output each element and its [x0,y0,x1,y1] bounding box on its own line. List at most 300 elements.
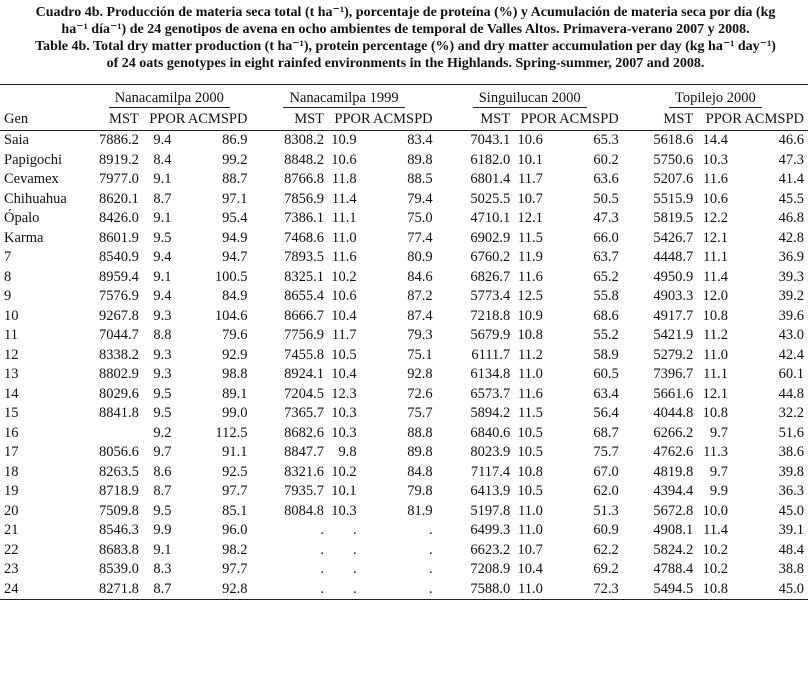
value-cell: 7468.6 [284,229,325,246]
value-cell: 8271.8 [87,580,139,600]
genotype-cell: 7 [4,249,12,265]
column-header: MST [251,109,324,131]
table-row [0,560,808,580]
value-cell: 10.3 [331,405,357,421]
value-cell: 46.8 [778,210,804,226]
value-cell: 8546.3 [99,522,139,538]
value-cell: 9.5 [153,502,172,519]
value-cell: 8.7 [139,580,186,600]
value-cell: 5819.5 [653,210,694,226]
value-cell: 8321.6 [284,463,325,480]
value-cell: 8084.8 [284,502,325,519]
column-header: ACMSPD [371,109,437,131]
value-cell: 56.4 [593,405,619,421]
value-cell: . [428,561,433,577]
value-cell: 12.0 [702,288,728,304]
value-cell: 8841.8 [99,405,139,421]
value-cell: 4819.8 [653,463,694,480]
value-cell: 97.1 [222,190,248,207]
genotype-cell: 19 [4,483,19,499]
genotype-cell: 16 [4,424,19,441]
value-cell: 9.1 [153,171,172,187]
value-cell: 43.0 [778,327,804,343]
value-cell: 8924.1 [284,366,325,382]
value-cell: 68.6 [593,307,619,324]
column-header: ACMSPD [557,109,623,131]
column-header: ACMSPD [742,109,808,131]
value-cell: 10.1 [331,483,357,499]
value-cell: 38.8 [778,561,804,577]
value-cell: 58.9 [593,346,619,363]
value-cell: 7935.7 [284,483,325,499]
value-cell: 42.4 [778,346,804,363]
value-cell: 11.5 [517,405,543,421]
value-cell: 84.6 [407,268,433,285]
value-cell: 47.3 [593,210,619,226]
value-cell: 8029.6 [99,385,139,402]
value-cell: 92.9 [222,346,248,363]
value-cell: 7044.7 [99,327,139,343]
value-cell: 9.2 [153,424,172,441]
value-cell: 9267.8 [99,307,139,324]
value-cell: 10.3 [702,151,728,168]
value-cell: 99.2 [222,151,248,168]
value-cell: 60.2 [593,151,619,168]
value-cell: 9.7 [153,444,172,460]
value-cell: 50.5 [593,190,619,207]
value-cell: 11.1 [703,249,728,265]
genotype-cell: Saia [4,132,29,148]
value-cell: 10.8 [702,405,728,421]
value-cell: 62.2 [593,541,619,558]
value-cell: 8718.9 [99,483,139,499]
value-cell: 4710.1 [470,210,511,226]
table-row [0,131,808,151]
table-row [0,248,808,268]
value-cell: 8.7 [153,190,172,207]
table-row [0,326,808,346]
value-cell: 11.7 [331,327,357,343]
value-cell: 10.2 [702,541,728,558]
value-cell: 11.8 [331,171,357,187]
value-cell: 6826.7 [470,268,511,285]
environment-header: Topilejo 2000 [623,87,808,109]
table-row [0,307,808,327]
value-cell: 6266.2 [653,424,694,441]
value-cell: 84.9 [222,288,248,304]
value-cell: 86.9 [222,132,248,148]
value-cell: 10.2 [331,463,357,480]
value-cell: 4908.1 [653,522,694,538]
value-cell: 6760.2 [470,249,511,265]
value-cell: 8683.8 [99,541,139,558]
value-cell: . [371,580,437,600]
value-cell: 46.6 [778,132,804,148]
value-cell: 45.0 [778,502,804,519]
value-cell: 95.4 [222,210,248,226]
table-row [0,541,808,561]
value-cell: 87.4 [407,307,433,324]
value-cell: 7893.5 [284,249,325,265]
value-cell: 11.7 [517,171,543,187]
value-cell: 8.4 [153,151,172,168]
value-cell: 11.0 [331,229,357,246]
value-cell: 8682.6 [284,424,325,441]
column-header: ACMSPD [186,109,252,131]
value-cell: 51.3 [593,502,619,519]
value-cell: 9.3 [153,346,172,363]
value-cell: 97.7 [222,483,248,499]
value-cell: 9.9 [153,522,172,538]
table-row [0,346,808,366]
column-header: MST [623,109,693,131]
value-cell: 36.3 [778,483,804,499]
genotype-cell: 13 [4,366,19,382]
value-cell: 10.5 [517,444,543,460]
value-cell: 11.4 [703,522,728,538]
caption-es-line-1: Cuadro 4b. Producción de materia seca total (t ha⁻¹), porcentaje de proteína (%) y Acumulación de materia seca por día (kg [35,5,776,20]
value-cell: 11.5 [517,229,543,246]
value-cell: 8802.9 [99,366,139,382]
value-cell: 6182.0 [470,151,511,168]
value-cell: 11.0 [510,580,557,600]
caption-en-line-2: of 24 oats genotypes in eight rainfed environments in the Highlands. Spring-summer, 2007 and 2008. [106,56,705,71]
value-cell: 79.3 [407,327,433,343]
value-cell: 83.4 [407,132,433,148]
value-cell: 66.0 [593,229,619,246]
value-cell: 45.5 [778,190,804,207]
value-cell: 11.2 [703,327,728,343]
value-cell: 8426.0 [99,210,139,226]
column-header: Gen [0,109,87,131]
genotype-cell: 14 [4,385,19,402]
value-cell: 60.9 [593,522,619,538]
value-cell: 94.9 [222,229,248,246]
table-row [0,521,808,541]
genotype-cell: 22 [4,541,19,558]
value-cell: 10.0 [702,502,728,519]
table-row [0,287,808,307]
value-cell: 84.8 [407,463,433,480]
value-cell: 8263.5 [99,463,139,480]
value-cell: 10.9 [517,307,543,324]
value-cell: 8919.2 [99,151,139,168]
value-cell: 9.4 [153,288,172,304]
genotype-cell: 12 [4,346,19,363]
column-header: MST [87,109,139,131]
value-cell: 7886.2 [99,132,139,148]
genotype-cell: 24 [0,580,87,600]
value-cell: 12.5 [517,288,543,304]
value-cell: 60.5 [593,366,619,382]
value-cell: . [353,561,357,577]
value-cell [87,424,139,444]
value-cell: 7756.9 [284,327,325,343]
value-cell: 45.0 [742,580,808,600]
table-row [0,463,808,483]
value-cell: 10.6 [331,288,357,304]
table-row [0,209,808,229]
value-cell: 8.7 [153,483,172,499]
value-cell: 10.8 [517,463,543,480]
value-cell: 80.9 [407,249,433,265]
value-cell: 11.0 [517,366,543,382]
value-cell: 4448.7 [653,249,694,265]
value-cell: . [324,580,371,600]
value-cell: 10.4 [331,366,357,382]
value-cell: 14.4 [702,132,728,148]
value-cell: 75.7 [593,444,619,460]
table-row [0,424,808,444]
value-cell: 7455.8 [284,346,325,363]
value-cell: 89.1 [222,385,248,402]
value-cell: 9.7 [709,424,728,441]
value-cell: . [428,541,433,558]
value-cell: 8766.8 [284,171,325,187]
value-cell: 98.2 [222,541,248,558]
value-cell: 7204.5 [284,385,325,402]
value-cell: 7043.1 [470,132,511,148]
value-cell: 11.9 [517,249,543,265]
value-cell: 5426.7 [653,229,694,246]
value-cell: 12.1 [702,229,728,246]
value-cell: 9.7 [709,463,728,480]
table-row [0,151,808,171]
genotype-cell: Chihuahua [4,190,67,207]
value-cell: 81.9 [407,502,433,519]
value-cell: 39.2 [778,288,804,304]
value-cell: 12.3 [331,385,357,402]
value-cell: 69.2 [593,561,619,577]
value-cell: 87.2 [407,288,433,304]
table-row [0,443,808,463]
table-row [0,580,808,600]
value-cell: 4917.7 [653,307,694,324]
value-cell: 6413.9 [470,483,511,499]
value-cell: 9.3 [153,366,172,382]
value-cell: 11.4 [703,268,728,285]
value-cell: 92.8 [407,366,433,382]
value-cell: 79.8 [407,483,433,499]
value-cell: 10.3 [331,502,357,519]
genotype-cell: 18 [4,463,19,480]
value-cell: 8655.4 [284,288,325,304]
value-cell: 9.5 [153,405,172,421]
value-cell: 8.8 [153,327,172,343]
value-cell: 8338.2 [99,346,139,363]
value-cell: 68.7 [593,424,619,441]
value-cell: 55.2 [593,327,619,343]
value-cell: 8666.7 [284,307,325,324]
value-cell: 9.1 [153,268,172,285]
value-cell: . [320,522,325,538]
table-row [0,502,808,522]
table-caption [0,4,811,72]
value-cell: 7208.9 [470,561,511,577]
value-cell: 10.9 [331,132,357,148]
value-cell: 6111.7 [471,346,511,363]
genotype-cell: 21 [4,522,19,538]
value-cell: 72.3 [557,580,623,600]
value-cell: 6902.9 [470,229,511,246]
value-cell: 104.6 [214,307,248,324]
value-cell: 12.1 [517,210,543,226]
value-cell: 38.6 [778,444,804,460]
value-cell: 48.4 [778,541,804,558]
value-cell: 32.2 [778,405,804,421]
value-cell: 6134.8 [470,366,511,382]
value-cell: 10.4 [517,561,543,577]
value-cell: 98.8 [222,366,248,382]
value-cell: 36.9 [778,249,804,265]
value-cell: 11.1 [331,210,357,226]
value-cell: 11.0 [517,502,543,519]
value-cell: 10.6 [702,190,728,207]
value-cell: 97.7 [222,561,248,577]
value-cell: 4950.9 [653,268,694,285]
value-cell: 5672.8 [653,502,694,519]
value-cell: 99.0 [222,405,248,421]
value-cell: 10.2 [702,561,728,577]
value-cell: 5679.9 [470,327,511,343]
genotype-cell: Papigochi [4,151,62,168]
value-cell: 112.5 [215,424,248,441]
genotype-cell: 20 [4,502,19,519]
value-cell: 10.6 [331,151,357,168]
table-row [0,170,808,190]
value-cell: 11.0 [517,522,543,538]
value-cell: 67.0 [593,463,619,480]
value-cell: 11.4 [331,190,357,207]
table-row [0,190,808,210]
value-cell: 9.4 [153,132,172,148]
value-cell: 4044.8 [653,405,694,421]
value-cell: 39.6 [778,307,804,324]
value-cell: 5025.5 [470,190,511,207]
value-cell: 5618.6 [653,132,694,148]
genotype-cell: 11 [4,327,18,343]
genotype-cell: Ópalo [4,210,40,226]
table-row [0,482,808,502]
value-cell: 7386.1 [284,210,325,226]
value-cell: 79.6 [222,327,248,343]
value-cell: 6499.3 [470,522,511,538]
value-cell: 9.4 [153,249,172,265]
value-cell: 11.6 [331,249,357,265]
value-cell: 11.1 [703,366,728,382]
value-cell: 11.6 [517,385,543,402]
value-cell: 8325.1 [284,268,325,285]
value-cell: 75.1 [407,346,433,363]
value-cell: . [251,580,324,600]
value-cell: 9.5 [153,229,172,246]
value-cell: 51.6 [778,424,804,441]
value-cell: 39.3 [778,268,804,285]
value-cell: 12.2 [702,210,728,226]
value-cell: 55.8 [593,288,619,304]
table-row [0,385,808,405]
value-cell: 42.8 [778,229,804,246]
value-cell: 72.6 [407,385,433,402]
value-cell: 39.1 [778,522,804,538]
value-cell: 8540.9 [99,249,139,265]
value-cell: 88.7 [222,171,248,187]
column-header: PPOR [139,109,186,131]
data-table [0,87,808,600]
value-cell: 85.1 [222,502,248,519]
value-cell: 10.5 [517,483,543,499]
column-header: MST [437,109,511,131]
table-row [0,268,808,288]
genotype-cell: 8 [4,268,12,285]
value-cell: 5750.6 [653,151,694,168]
value-cell: 9.1 [153,210,172,226]
value-cell: 10.4 [331,307,357,324]
value-cell: 8.3 [153,561,172,577]
value-cell: 8308.2 [284,132,325,148]
value-cell: 39.8 [778,463,804,480]
value-cell: 10.8 [517,327,543,343]
value-cell: 8023.9 [470,444,511,460]
value-cell: 88.5 [407,171,433,187]
value-cell: 62.0 [593,483,619,499]
value-cell: 8539.0 [99,561,139,577]
value-cell: 63.4 [593,385,619,402]
value-cell: 5494.5 [623,580,693,600]
value-cell: 77.4 [407,229,433,246]
value-cell: 94.7 [222,249,248,265]
value-cell: 6623.2 [470,541,511,558]
table-row [0,365,808,385]
value-cell: 6801.4 [470,171,511,187]
value-cell: 65.3 [593,132,619,148]
value-cell: 9.8 [338,444,357,460]
value-cell: 4903.3 [653,288,694,304]
value-cell: 63.7 [593,249,619,265]
value-cell: 11.6 [703,171,728,187]
value-cell: 9.3 [153,307,172,324]
value-cell: . [428,522,433,538]
value-cell: 92.8 [186,580,252,600]
value-cell: 4788.4 [653,561,694,577]
value-cell: 5773.4 [470,288,511,304]
genotype-cell: 9 [4,288,12,304]
column-header: PPOR [324,109,371,131]
value-cell: 96.0 [222,522,248,538]
value-cell: 10.8 [702,307,728,324]
value-cell: 10.5 [517,424,543,441]
table-row [0,229,808,249]
value-cell: 44.8 [778,385,804,402]
value-cell: 5824.2 [653,541,694,558]
column-header: PPOR [510,109,557,131]
value-cell: 7365.7 [284,405,325,421]
value-cell: 4762.6 [653,444,694,460]
value-cell: 8847.7 [284,444,325,460]
table-top-rule [0,84,808,85]
value-cell: 5894.2 [470,405,511,421]
table-row [0,404,808,424]
value-cell: 9.9 [709,483,728,499]
genotype-cell: 15 [4,405,19,421]
value-cell: 10.7 [517,541,543,558]
value-cell: 11.6 [517,268,543,285]
value-cell: . [320,561,325,577]
value-cell: 9.1 [153,541,172,558]
value-cell: 7509.8 [99,502,139,519]
value-cell: 89.8 [407,151,433,168]
genotype-cell: Cevamex [4,171,59,187]
